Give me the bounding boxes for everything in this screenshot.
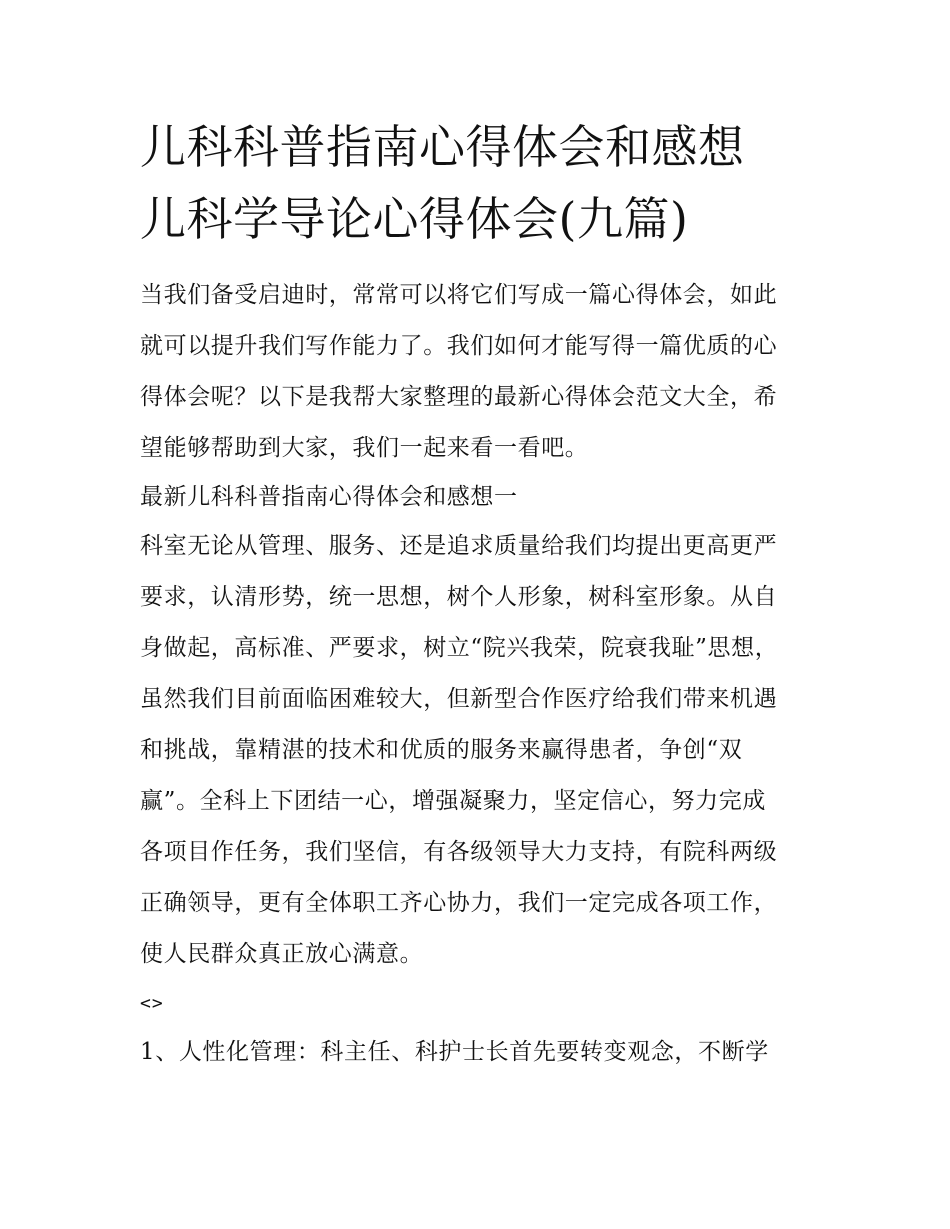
document-content	[140, 118, 820, 1078]
body-line: 虽然我们目前面临困难较大，但新型合作医疗给我们带来机遇	[140, 686, 778, 712]
body-line: 各项目作任务，我们坚信，有各级领导大力支持，有院科两级	[140, 839, 778, 865]
intro-paragraph	[140, 270, 820, 474]
placeholder-marker: <>	[140, 993, 164, 1014]
document-title-line-2: 儿科学导论心得体会(九篇)	[140, 192, 689, 246]
intro-line: 望能够帮助到大家，我们一起来看一看吧。	[140, 435, 589, 461]
body-paragraph	[140, 521, 820, 980]
body-line: 和挑战，靠精湛的技术和优质的服务来赢得患者，争创“双	[140, 737, 743, 763]
body-line: 科室无论从管理、服务、还是追求质量给我们均提出更高更严	[140, 533, 778, 559]
intro-line: 当我们备受启迪时，常常可以将它们写成一篇心得体会，如此	[140, 282, 778, 308]
body-line: 身做起，高标准、严要求，树立“院兴我荣，院衰我耻”思想，	[140, 635, 779, 661]
list-item-line: 1、人性化管理：科主任、科护士长首先要转变观念，不断学	[140, 1039, 769, 1065]
document-title-line-1: 儿科科普指南心得体会和感想	[140, 120, 745, 174]
intro-line: 得体会呢？以下是我帮大家整理的最新心得体会范文大全，希	[140, 384, 778, 410]
body-line: 要求，认清形势，统一思想，树个人形象，树科室形象。从自	[140, 584, 778, 610]
section-heading: 最新儿科科普指南心得体会和感想一	[140, 484, 518, 510]
intro-line: 就可以提升我们写作能力了。我们如何才能写得一篇优质的心	[140, 333, 778, 359]
body-line: 赢”。全科上下团结一心，增强凝聚力，坚定信心，努力完成	[140, 788, 766, 814]
body-line: 使人民群众真正放心满意。	[140, 941, 424, 967]
body-line: 正确领导，更有全体职工齐心协力，我们一定完成各项工作，	[140, 890, 778, 916]
